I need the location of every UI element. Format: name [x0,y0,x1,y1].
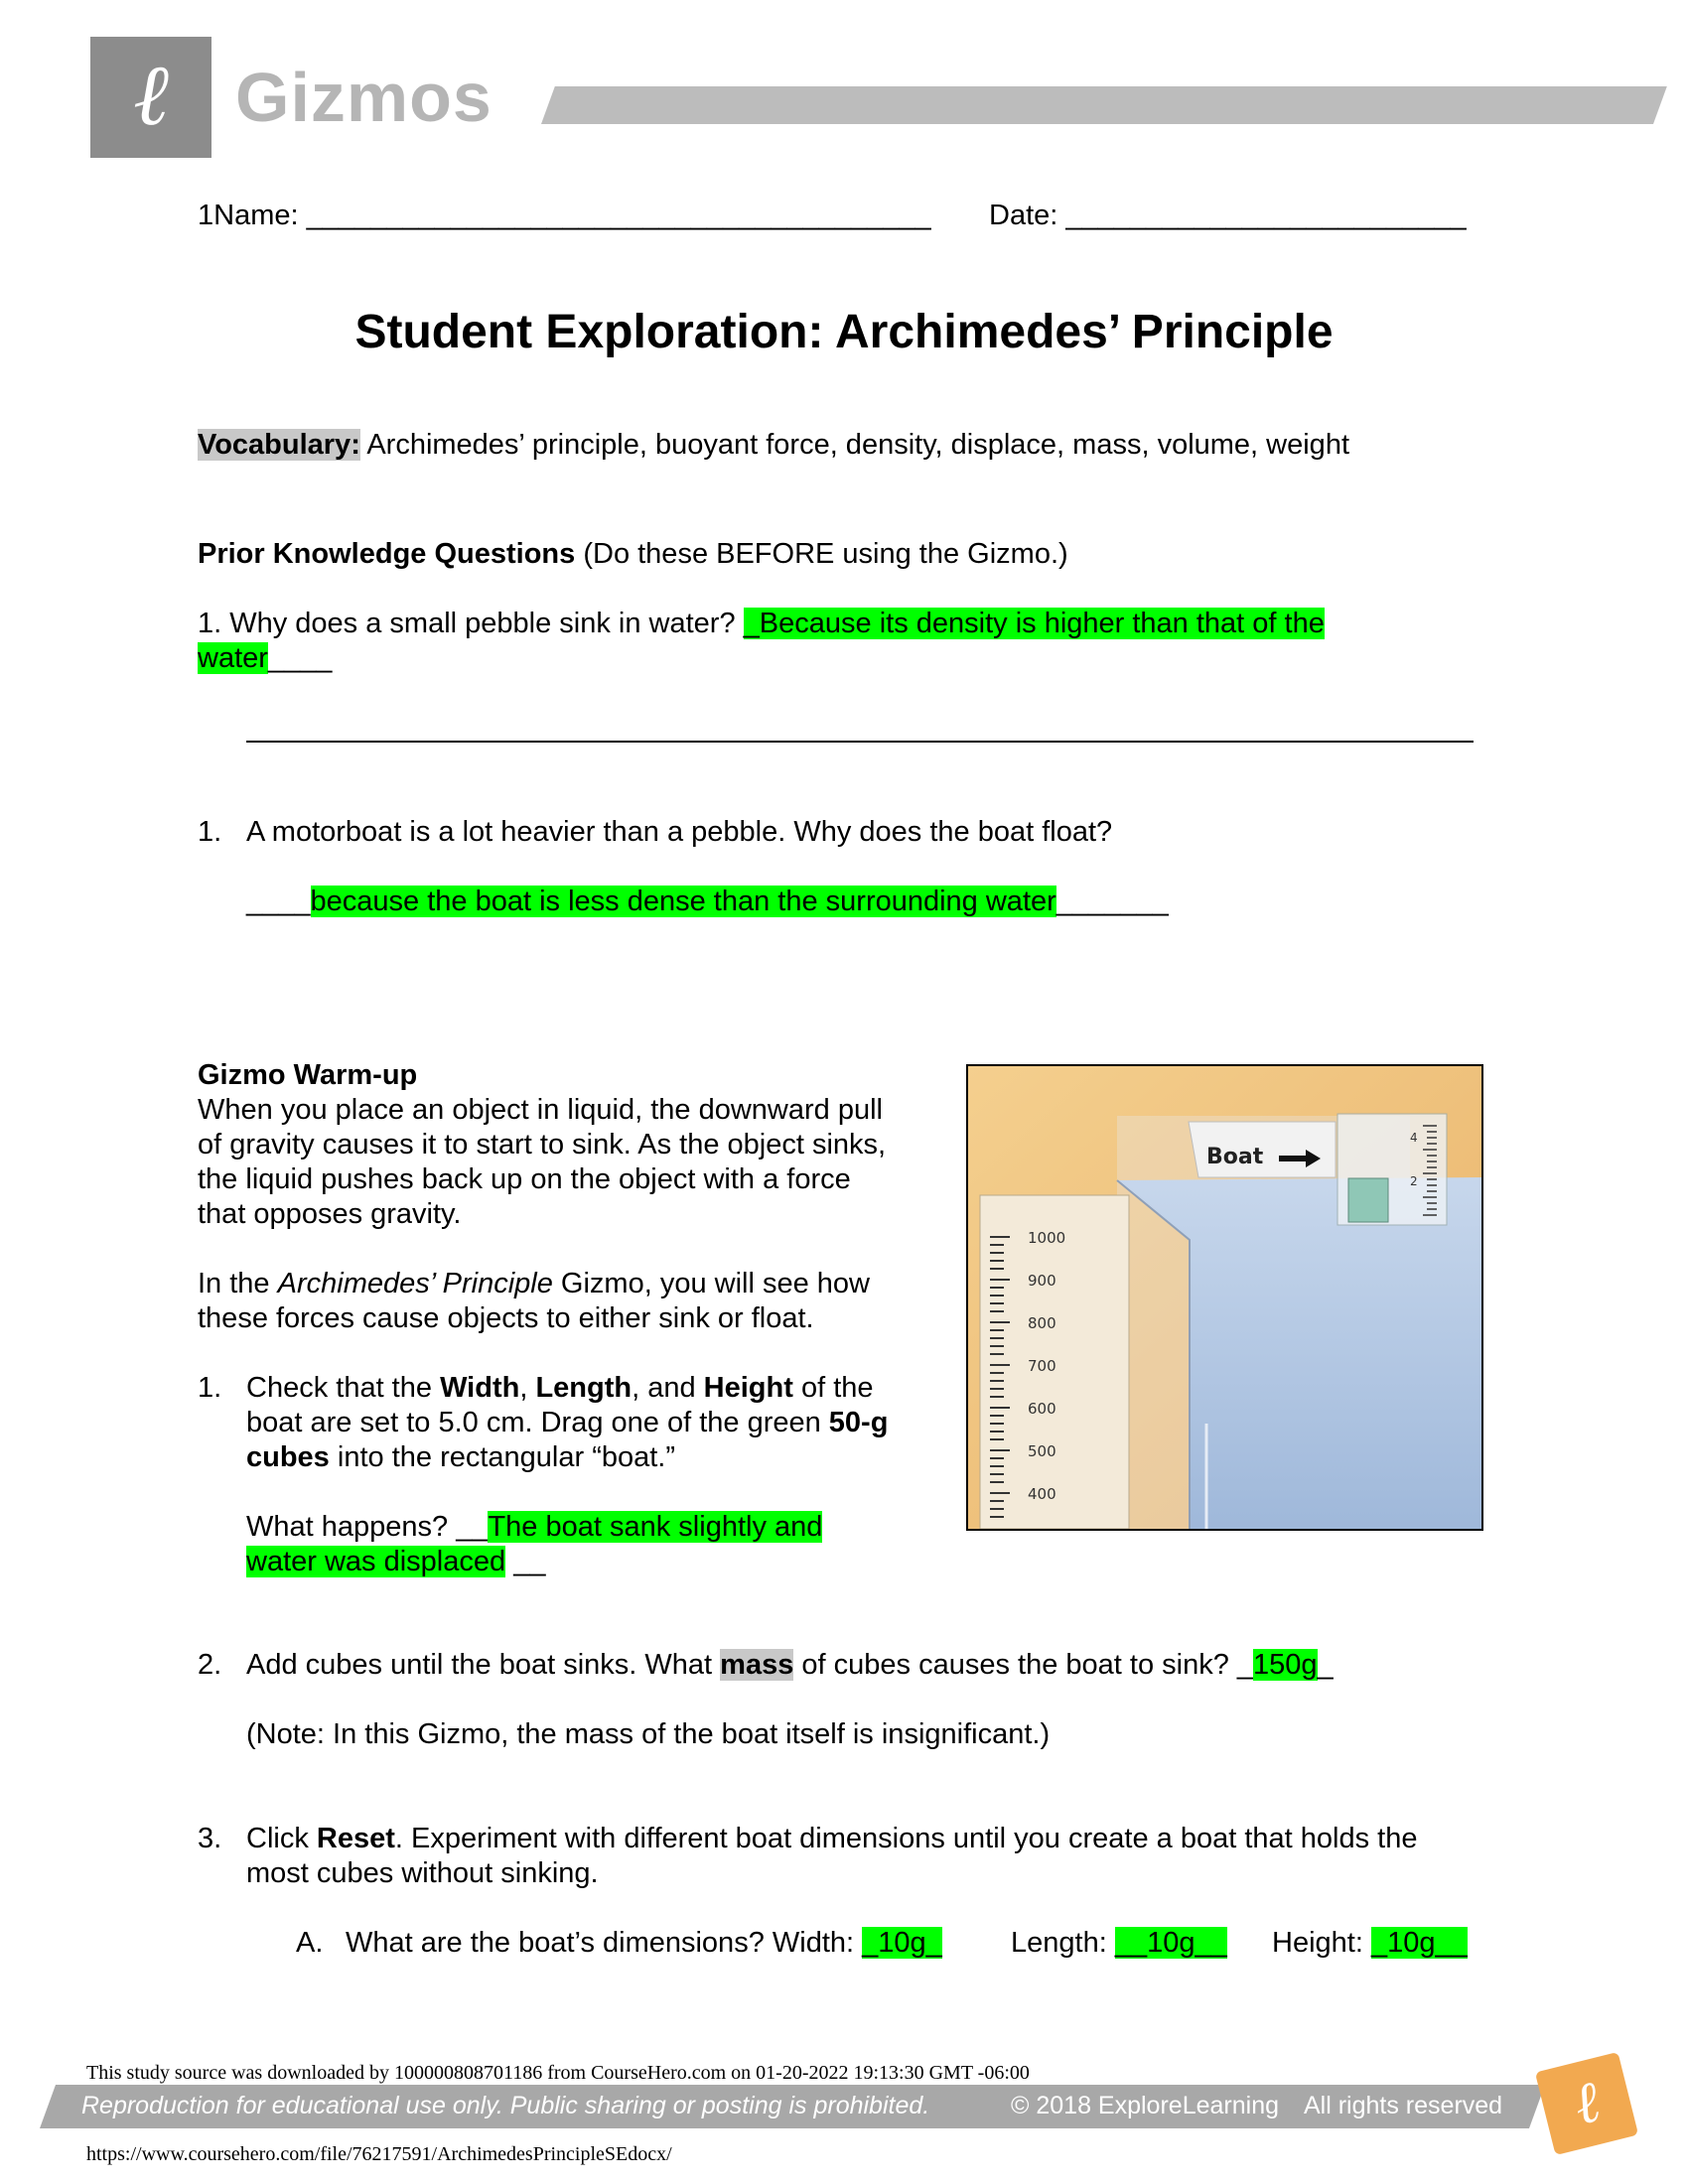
vocabulary-terms: Archimedes’ principle, buoyant force, density, displace, mass, volume, weight [359,429,1349,461]
pk-q2-number: 1. [198,816,222,848]
source-url[interactable]: https://www.coursehero.com/file/76217591/ArchimedesPrincipleSEdocx/ [86,2143,672,2165]
name-blank[interactable]: _______________________________________ [306,200,931,231]
step1-q-label: What happens? __ [246,1511,489,1543]
step1-line2 [246,1406,888,1440]
ruler-label: 600 [1028,1400,1056,1418]
name-label: 1Name: [198,200,307,231]
date-label: Date: [989,200,1066,231]
page-title: Student Exploration: Archimedes’ Principle [354,306,1334,358]
step1-cubes: cubes [246,1441,330,1473]
step1-number: 1. [198,1372,222,1404]
name-line [198,199,931,233]
ruler-label: 700 [1028,1357,1056,1375]
q2-answer[interactable]: 150g [1253,1649,1318,1681]
pk-question-2 [198,815,221,850]
small-scale-label: 4 [1410,1131,1418,1145]
pk-question-1-cont [198,641,332,676]
step1-answer-cont [246,1545,545,1579]
step1-text: , [519,1372,536,1404]
pk-q1-answer-line1[interactable]: _Because its density is higher than that of the [743,608,1325,639]
pk-q1-answer-tail: ____ [267,642,333,674]
ruler-label: 400 [1028,1485,1056,1503]
step1-answer-line2[interactable]: water was displaced [246,1546,506,1577]
step1-text: Check that the [246,1372,441,1404]
ruler-label: 1000 [1028,1229,1066,1247]
q2-answer-tail: _ [1317,1649,1334,1681]
q2-number: 2. [198,1649,222,1681]
warmup-para2-l2: these forces cause objects to either sink or float. [198,1302,814,1334]
warmup-para1-l1: When you place an object in liquid, the downward pull [198,1094,883,1126]
q3a-question: What are the boat’s dimensions? Width: [346,1927,863,1959]
green-cube [1348,1178,1388,1222]
step1-length: Length [535,1372,633,1404]
download-note: This study source was downloaded by 100000808701186 from CourseHero.com on 01-20-2022 19:13:30 GMT -06:00 [86,2062,1030,2084]
gizmo-figure-svg [968,1066,1481,1529]
explorelearning-footer-logo [1535,2052,1638,2155]
ruler-label: 500 [1028,1442,1056,1460]
q3-text: . Experiment with different boat dimensions until you create a boat that holds the [394,1823,1418,1854]
prior-knowledge-heading: Prior Knowledge Questions [198,538,576,570]
step1-answer-tail: __ [505,1546,546,1577]
answer-rule [246,741,1474,743]
step1-width: Width [440,1372,520,1404]
step1-text: into the rectangular “boat.” [329,1441,676,1473]
q3a-length-answer[interactable]: __10g__ [1114,1927,1227,1959]
logo-glyph: ℓ [133,46,169,145]
warmup-para1-l4: that opposes gravity. [198,1198,462,1230]
prior-knowledge-instruction: (Do these BEFORE using the Gizmo.) [575,538,1068,570]
q3a-height-label: Height: [1272,1927,1371,1959]
small-scale-label: 2 [1410,1174,1418,1188]
step1-50g: 50-g [828,1407,889,1438]
vocabulary [198,428,1349,463]
warmup-para1-l2: of gravity causes it to start to sink. As the object sinks, [198,1129,887,1160]
q3a-length [1011,1926,1227,1961]
explorelearning-logo [90,37,211,158]
pk-q2-answer-line [246,885,1169,919]
gizmos-brand: Gizmos [235,59,492,136]
q3a-letter: A. [296,1927,324,1959]
footer-logo-glyph: ℓ [1566,2067,1607,2138]
step1-text: boat are set to 5.0 cm. Drag one of the green [246,1407,829,1438]
ruler-label: 900 [1028,1272,1056,1290]
step1-line1 [246,1371,874,1406]
gizmo-figure [966,1064,1483,1531]
q3-number: 3. [198,1823,222,1854]
step1-question [246,1510,822,1545]
date-line [989,199,1467,233]
pk-q2-answer-tail: _______ [1055,886,1169,917]
q3-line2: most cubes without sinking. [246,1857,599,1889]
q3-line1 [246,1822,1417,1856]
copyright: © 2018 ExploreLearning [1011,2092,1279,2119]
q3-text: Click [246,1823,317,1854]
warmup-heading: Gizmo Warm-up [198,1059,418,1091]
q3a-height-answer[interactable]: _10g__ [1370,1927,1468,1959]
q2-line [246,1648,1334,1683]
q3-reset: Reset [316,1823,395,1854]
pk-q1-answer-line2[interactable]: water [198,642,268,674]
boat-label: Boat [1206,1145,1264,1169]
warmup-para2-pre: In the [198,1268,278,1299]
rights: All rights reserved [1304,2092,1503,2119]
reproduction-notice: Reproduction for educational use only. Public sharing or posting is prohibited. [81,2092,930,2119]
q2-note: (Note: In this Gizmo, the mass of the boat itself is insignificant.) [246,1718,1051,1750]
step1-text: of the [792,1372,874,1404]
warmup-para2-l1 [198,1267,870,1301]
step1-line3 [246,1440,675,1475]
step1-answer-line1[interactable]: The boat sank slightly and [488,1511,823,1543]
q3a-height [1272,1926,1468,1961]
header-bar [541,86,1667,124]
pk-q1-text: 1. Why does a small pebble sink in water? [198,608,744,639]
q2-mass: mass [720,1649,794,1681]
pk-q2-answer[interactable]: because the boat is less dense than the surrounding water [310,886,1056,917]
warmup-para2-em: Archimedes’ Principle [277,1268,553,1299]
vocabulary-label: Vocabulary: [198,429,360,461]
pk-q2-answer-lead: ____ [246,886,311,917]
q3a-length-label: Length: [1011,1927,1115,1959]
step1-height: Height [703,1372,793,1404]
pk-question-2-text: A motorboat is a lot heavier than a pebble. Why does the boat float? [246,816,1113,848]
warmup-para1-l3: the liquid pushes back up on the object with a force [198,1163,851,1195]
ruler-label: 800 [1028,1314,1056,1332]
q3a-line [346,1926,942,1961]
q2-text: Add cubes until the boat sinks. What [246,1649,721,1681]
prior-knowledge-heading-line [198,537,1068,572]
q2-text: of cubes causes the boat to sink? _ [793,1649,1254,1681]
warmup-para2-post: Gizmo, you will see how [552,1268,870,1299]
date-blank[interactable]: _________________________ [1065,200,1467,231]
q3a-width-answer[interactable]: _10g_ [862,1927,942,1959]
step1-text: , and [632,1372,704,1404]
pk-question-1 [198,607,1325,641]
